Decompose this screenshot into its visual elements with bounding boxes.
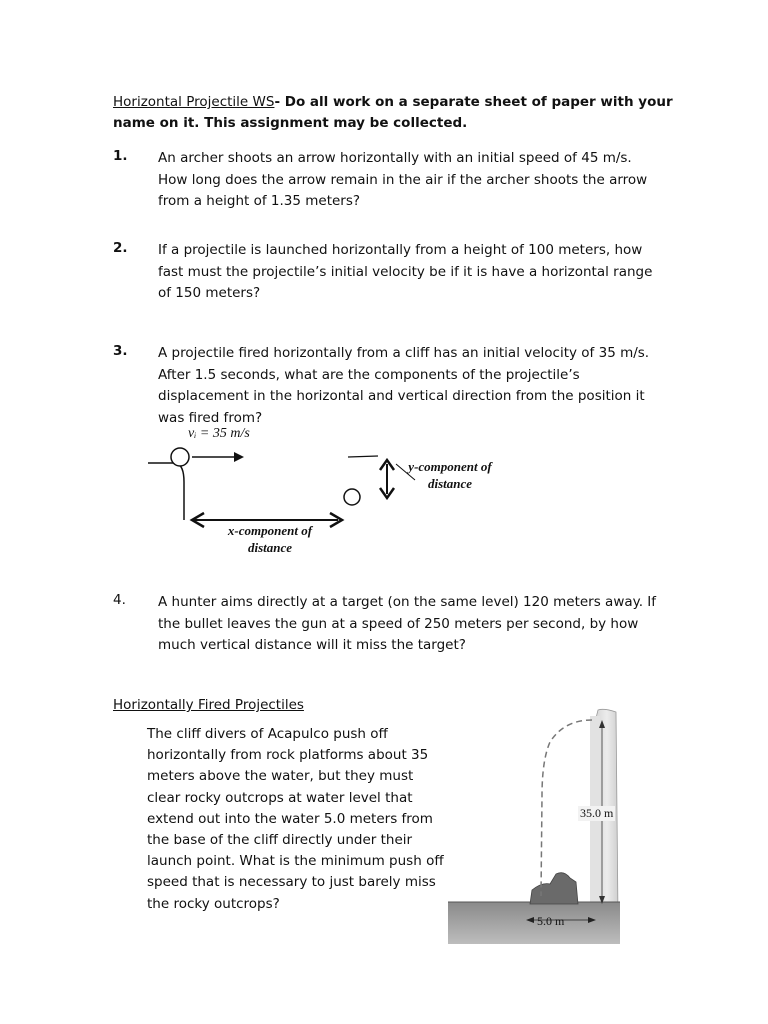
question-1-text: An archer shoots an arrow horizontally with an initial speed of 45 m/s. How long does the arrow remain in the air if the archer shoots the arrow from a height of 1.35 meters?	[158, 150, 648, 209]
trajectory-reference-line	[348, 456, 378, 457]
x-label-line-2: distance	[247, 540, 293, 555]
question-2-text: If a projectile is launched horizontally from a height of 100 meters, how fast must the projectile’s initial velocity be if it is have a horizontal range of 150 meters?	[158, 242, 653, 301]
question-2-number: 2.	[113, 240, 128, 256]
rocky-outcrop	[530, 873, 578, 904]
height-label: 35.0 m	[580, 806, 614, 820]
question-4-number: 4.	[113, 592, 126, 608]
velocity-label: vᵢ = 35 m/s	[188, 426, 250, 441]
question-3-number: 3.	[113, 343, 128, 359]
worksheet-header	[113, 92, 673, 134]
cliff-diver-problem: The cliff divers of Acapulco push off horizontally from rock platforms about 35 meters above the water, but they must clear rocky outcrops at water level that extend out into the water 5.0 meters from the base of the cliff directly under their launch point. What is the minimum push off speed that is necessary to just barely miss the rocky outcrops?	[147, 726, 444, 912]
projectile-diagram	[140, 422, 520, 562]
worksheet-instructions: - Do all work on a separate sheet of paper with your name on it. This assignment may be collected.	[113, 94, 673, 131]
worksheet-title: Horizontal Projectile WS	[113, 94, 275, 110]
section-title: Horizontally Fired Projectiles	[113, 697, 304, 713]
question-1-number: 1.	[113, 148, 128, 164]
y-label-line-1: y-component of	[408, 459, 492, 474]
velocity-arrowhead	[234, 452, 244, 462]
cliff-edge-line	[148, 463, 184, 520]
cliff-diver-figure	[446, 706, 622, 946]
y-label-line-2: distance	[427, 476, 473, 491]
x-label-line-1: x-component of	[227, 523, 313, 538]
y-component-label	[400, 458, 500, 492]
question-3-text: A projectile fired horizontally from a cliff has an initial velocity of 35 m/s. After 1.5 seconds, what are the components of the projectile’s displacement in the horizontal and vertical direction from the position it was fired from?	[158, 345, 650, 426]
question-4-text: A hunter aims directly at a target (on the same level) 120 meters away. If the bullet leaves the gun at a speed of 250 meters per second, by how much vertical distance will it miss the target?	[158, 594, 657, 653]
x-component-label	[215, 522, 325, 556]
launch-ball	[171, 448, 189, 466]
width-label: 5.0 m	[537, 914, 565, 928]
displaced-ball	[344, 489, 360, 505]
